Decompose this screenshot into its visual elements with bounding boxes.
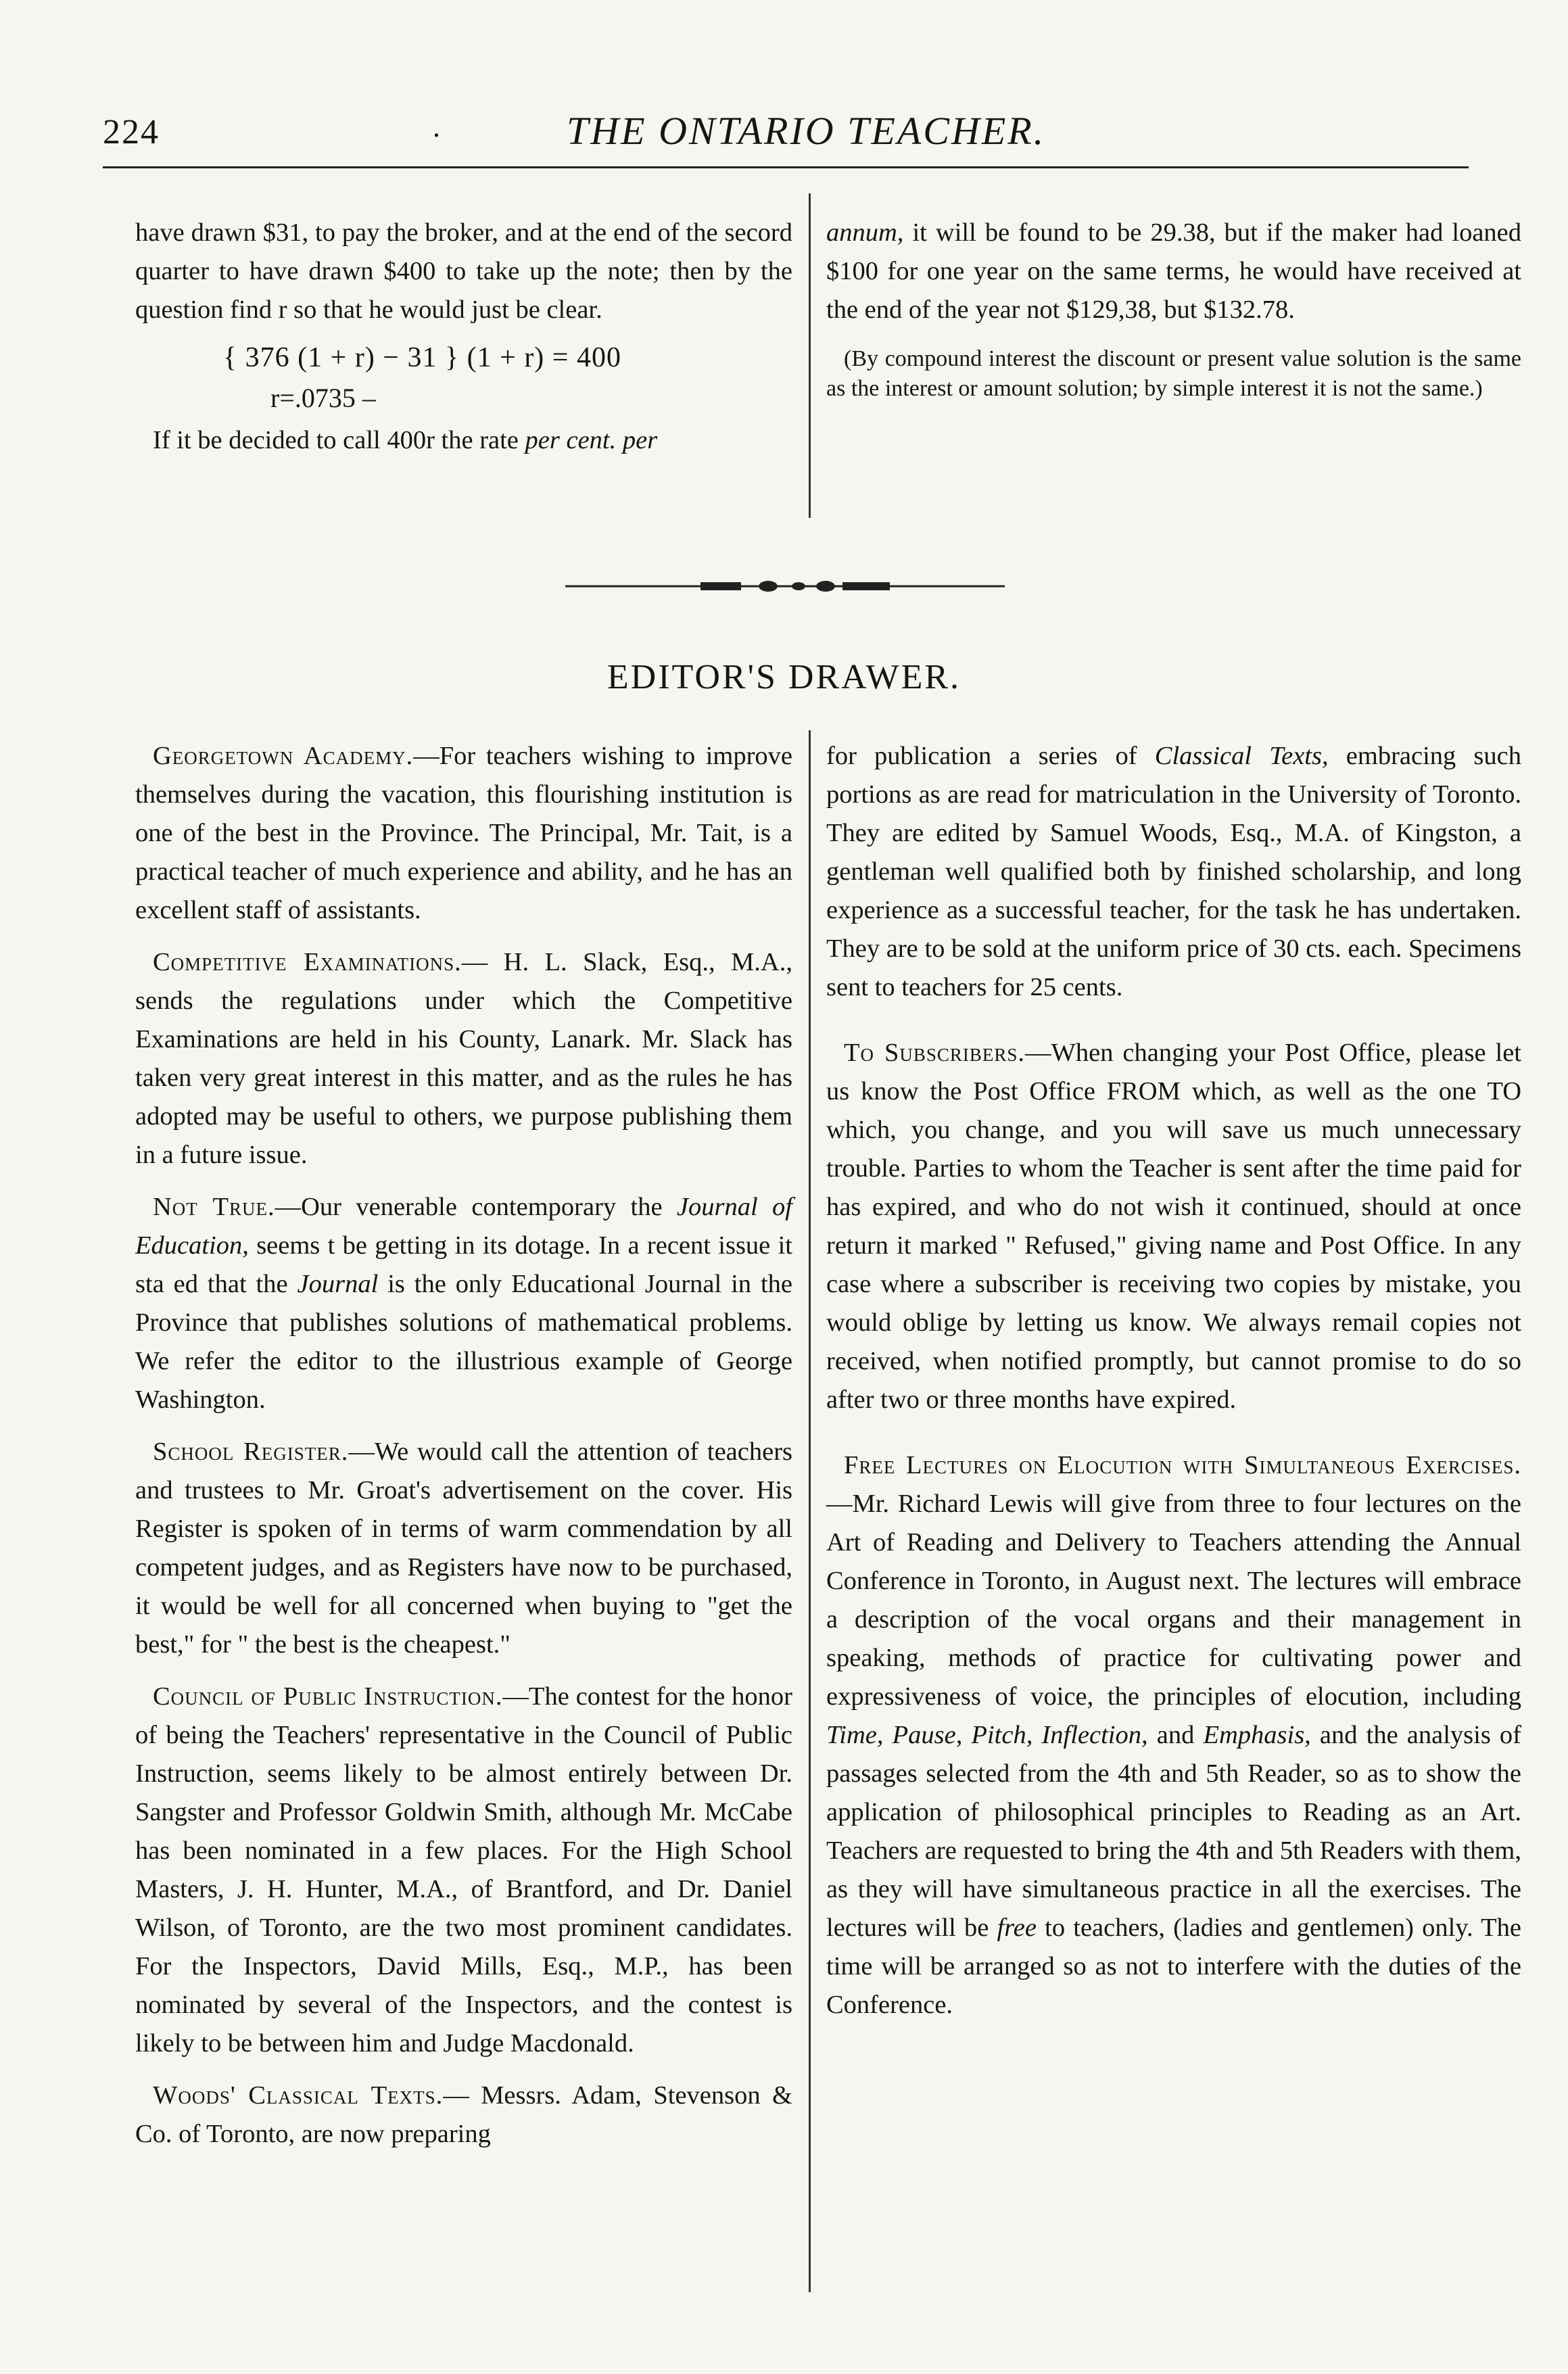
item-heading: To Subscribers. bbox=[844, 1039, 1026, 1067]
item-to-subscribers bbox=[826, 1034, 1521, 1419]
item-not-true bbox=[135, 1188, 792, 1419]
item-woods-continued bbox=[826, 737, 1521, 1007]
item-body: — Messrs. Adam, Stevenson & Co. of Toronto, are now preparing bbox=[135, 2081, 792, 2148]
formula-result: r=.0735 – bbox=[270, 383, 376, 413]
item-georgetown bbox=[135, 737, 792, 930]
header-rule bbox=[103, 166, 1469, 168]
item-body: for publication a series of bbox=[826, 742, 1155, 770]
item-body: —Mr. Richard Lewis will give from three to four lectures on the Art of Reading and Delivery to Teachers attending the Annual Conference in Toronto, in August next. The lectures will embrace a description of the vocal organs and their management in speaking, methods of practice for cultivating power and expressiveness of voice, the principles of elocution, including bbox=[826, 1490, 1521, 1711]
interest-note: (By compound interest the discount or present value solution is the same as the interest or amount solution; by simple interest it is not the same.) bbox=[826, 346, 1521, 401]
closing-sentence bbox=[135, 421, 792, 460]
item-body: embracing such portions as are read for matriculation in the University of Toronto. They are edited by Samuel Woods, Esq., M.A. of Kingston, a gentleman well qualified both by finished scholarship, and long experience as a successful teacher, for the task he has undertaken. They are to be sold at the uniform price of 30 cts. each. Specimens sent to teachers for 25 cents. bbox=[826, 742, 1522, 1001]
item-body: —The contest for the honor of being the Teachers' representative in the Council of Public Instruction, seems likely to be almost entirely between Dr. Sangster and Professor Goldwin Smith, although Mr. McCabe has been nominated in a few places. For the High School Masters, J. H. Hunter, M.A., of Brantford, and Dr. Daniel Wilson, of Toronto, are the two most prominent candidates. For the Inspectors, David Mills, Esq., M.P., has been nominated by several of the Inspectors, and the contest is likely to be between him and Judge Macdonald. bbox=[135, 1682, 792, 2058]
drawer-column-divider bbox=[809, 730, 811, 2292]
item-heading: Not True. bbox=[153, 1193, 275, 1221]
item-heading: Free Lectures on Elocution with Simultaneous Exercises. bbox=[844, 1451, 1521, 1479]
running-title: THE ONTARIO TEACHER. bbox=[567, 109, 1046, 153]
item-heading: School Register. bbox=[153, 1438, 349, 1466]
item-italic: free bbox=[997, 1914, 1037, 1942]
section-heading: EDITOR'S DRAWER. bbox=[607, 658, 961, 696]
formula-equation: { 376 (1 + r) − 31 } (1 + r) = 400 bbox=[223, 342, 621, 373]
item-body: —We would call the attention of teachers and trustees to Mr. Groat's advertisement on the cover. His Register is spoken of in terms of warm commendation by all competent judges, and as Registers have now to be purchased, it would be well for all concerned when buying to "get the best," for " the best is the cheapest." bbox=[135, 1438, 792, 1659]
item-italic: Emphasis, bbox=[1203, 1721, 1311, 1749]
closing-italic: per cent. per bbox=[525, 426, 658, 454]
top-column-divider bbox=[809, 193, 811, 518]
item-free-lectures bbox=[826, 1446, 1521, 2024]
annum-italic: annum, bbox=[826, 218, 904, 247]
item-school-register bbox=[135, 1433, 792, 1664]
item-italic: Journal bbox=[297, 1270, 379, 1298]
annum-paragraph bbox=[826, 214, 1521, 329]
item-italic: Time, Pause, Pitch, Inflection, bbox=[826, 1721, 1148, 1749]
item-body: — H. L. Slack, Esq., M.A., sends the regulations under which the Competitive Examinations are held in his County, Lanark. Mr. Slack has taken very great interest in this matter, and as the rules he has adopted may be useful to others, we purpose publishing them in a future issue. bbox=[135, 948, 792, 1169]
item-body: and bbox=[1147, 1721, 1204, 1749]
item-body: seems t be getting in its dotage. In a recent issue it sta ed that the bbox=[135, 1231, 792, 1298]
item-heading: Georgetown Academy. bbox=[153, 742, 414, 770]
continuation-paragraph: have drawn $31, to pay the broker, and at the end of the secord quarter to have drawn $400 to take up the note; then by the question find r so that he would just be clear. bbox=[135, 218, 792, 324]
item-competitive-examinations bbox=[135, 943, 792, 1174]
item-body: to teachers, (ladies and gentlemen) only. The time will be arranged so as not to interfere with the duties of the Conference. bbox=[826, 1914, 1521, 2019]
item-italic: Journal of Education, bbox=[135, 1193, 792, 1260]
item-heading: Council of Public Instruction. bbox=[153, 1682, 503, 1711]
item-body: —When changing your Post Office, please let us know the Post Office FROM which, as well as the one TO which, you change, and you will save us much unnecessary trouble. Parties to whom the Teacher is sent after the time paid for has expired, and who do not wish it continued, should at once return it marked " Refused," giving name and Post Office. In any case where a subscriber is receiving two copies by mistake, you would oblige by letting us know. We always remail copies not received, when notified promptly, but cannot promise to do so after two or three months have expired. bbox=[826, 1039, 1521, 1414]
item-council bbox=[135, 1678, 792, 2063]
item-heading: Competitive Examinations. bbox=[153, 948, 462, 976]
header-mark: . bbox=[433, 110, 440, 143]
item-body: —For teachers wishing to improve themselves during the vacation, this flourishing institution is one of the best in the Province. The Principal, Mr. Tait, is a practical teacher of much experience and ability, and he has an excellent staff of assistants. bbox=[135, 742, 792, 924]
drawer-left-column bbox=[135, 737, 792, 2167]
ornamental-divider bbox=[565, 577, 1005, 595]
item-body: is the only Educational Journal in the Province that publishes solutions of mathematical problems. We refer the editor to the illustrious example of George Washington. bbox=[135, 1270, 793, 1414]
item-heading: Woods' Classical Texts. bbox=[153, 2081, 444, 2110]
annum-text: it will be found to be 29.38, but if the maker had loaned $100 for one year on the same terms, he would have received at the end of the year not $129,38, but $132.78. bbox=[826, 218, 1521, 324]
closing-text: If it be decided to call 400r the rate bbox=[153, 426, 525, 454]
top-right-column bbox=[826, 214, 1521, 404]
item-body: and the analysis of passages selected from the 4th and 5th Reader, so as to show the application of philosophical principles to Reading as an Art. Teachers are requested to bring the 4th and 5th Readers with them, as they will have simultaneous practice in all the exercises. The lectures will be bbox=[826, 1721, 1521, 1942]
item-body: —Our venerable contemporary the bbox=[275, 1193, 677, 1221]
item-woods-classical-texts bbox=[135, 2076, 792, 2154]
item-italic: Classical Texts, bbox=[1154, 742, 1329, 770]
top-left-column bbox=[135, 214, 792, 460]
drawer-right-column bbox=[826, 737, 1521, 2038]
page-number: 224 bbox=[103, 113, 160, 151]
